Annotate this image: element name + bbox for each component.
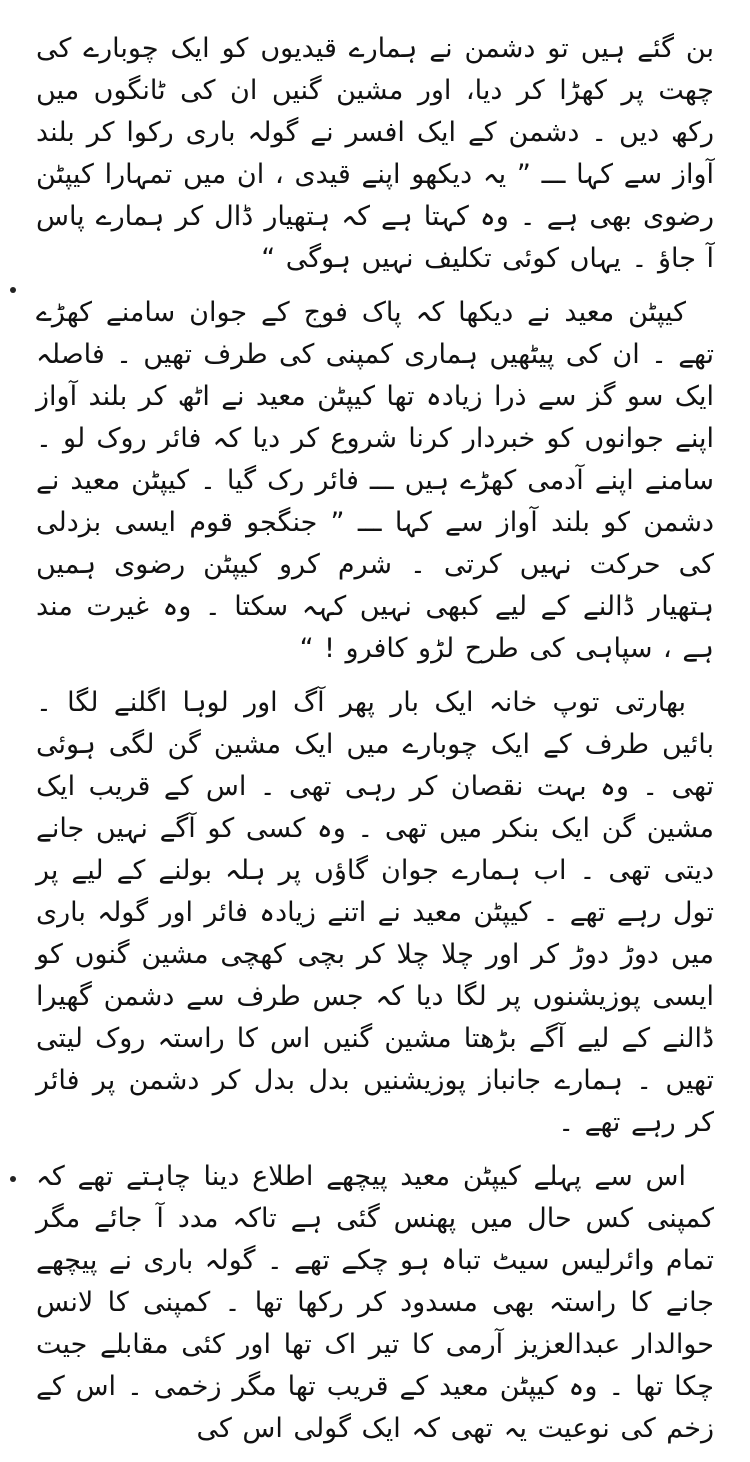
document-text <box>36 28 714 1462</box>
margin-dot <box>10 287 16 293</box>
paragraph-3: بھارتی توپ خانہ ایک بار پھر آگ اور لوہا اگلنے لگا ۔ بائیں طرف کے ایک چوبارے میں ایک مشین گن لگی ہوئی تھی ۔ وہ بہت نقصان کر رہی تھی ۔ اس کے قریب ایک مشین گن ایک بنکر میں تھی ۔ وہ کسی کو آگے نہیں جانے دیتی تھی ۔ اب ہمارے جوان گاؤں پر ہلہ بولنے کے لیے پر تول رہے تھے ۔ کیپٹن معید نے اتنے زیادہ فائر اور گولہ باری میں دوڑ دوڑ کر اور چلا چلا کر بچی کھچی مشین گنوں کو ایسی پوزیشنوں پر لگا دیا کہ جس طرف سے دشمن گھیرا ڈالنے کے لیے آگے بڑھتا مشین گنیں اس کا راستہ روک لیتی تھیں ۔ ہمارے جانباز پوزیشنیں بدل بدل کر دشمن پر فائر کر رہے تھے ۔ <box>36 687 714 1138</box>
paragraph-4: اس سے پہلے کیپٹن معید پیچھے اطلاع دینا چاہتے تھے کہ کمپنی کس حال میں پھنس گئی ہے تاکہ مدد آ جائے مگر تمام وائرلیس سیٹ تباہ ہو چکے تھے ۔ گولہ باری نے پیچھے جانے کا راستہ بھی مسدود کر رکھا تھا ۔ کمپنی کا لانس حوالدار عبدالعزیز آرمی کا تیر اک تھا اور کئی مقابلے جیت چکا تھا ۔ وہ کیپٹن معید کے قریب تھا مگر زخمی ۔ اس کے زخم کی نوعیت یہ تھی کہ ایک گولی اس کی <box>36 1161 714 1444</box>
paragraph-2: کیپٹن معید نے دیکھا کہ پاک فوج کے جوان سامنے کھڑے تھے ۔ ان کی پیٹھیں ہماری کمپنی کی طرف تھیں ۔ فاصلہ ایک سو گز سے ذرا زیادہ تھا کیپٹن معید نے اٹھ کر بلند آواز اپنے جوانوں کو خبردار کرنا شروع کر دیا کہ فائر روک لو ۔ سامنے اپنے آدمی کھڑے ہیں ـــ فائر رک گیا ۔ کیپٹن معید نے دشمن کو بلند آواز سے کہا ـــ ” جنگجو قوم ایسی بزدلی کی حرکت نہیں کرتی ۔ شرم کرو کیپٹن رضوی ہمیں ہتھیار ڈالنے کے لیے کبھی نہیں کہہ سکتا ۔ وہ غیرت مند ہے ، سپاہی کی طرح لڑو کافرو ! “ <box>36 297 714 664</box>
margin-dot <box>10 1176 16 1182</box>
paragraph-1: بن گئے ہیں تو دشمن نے ہمارے قیدیوں کو ایک چوبارے کی چھت پر کھڑا کر دیا، اور مشین گنیں ان کی ٹانگوں میں رکھ دیں ۔ دشمن کے ایک افسر نے گولہ باری رکوا کر بلند آواز سے کہا ـــ ” یہ دیکھو اپنے قیدی ، ان میں تمہارا کیپٹن رضوی بھی ہے ۔ وہ کہتا ہے کہ ہتھیار ڈال کر ہمارے پاس آ جاؤ ۔ یہاں کوئی تکلیف نہیں ہوگی “ <box>36 33 714 274</box>
